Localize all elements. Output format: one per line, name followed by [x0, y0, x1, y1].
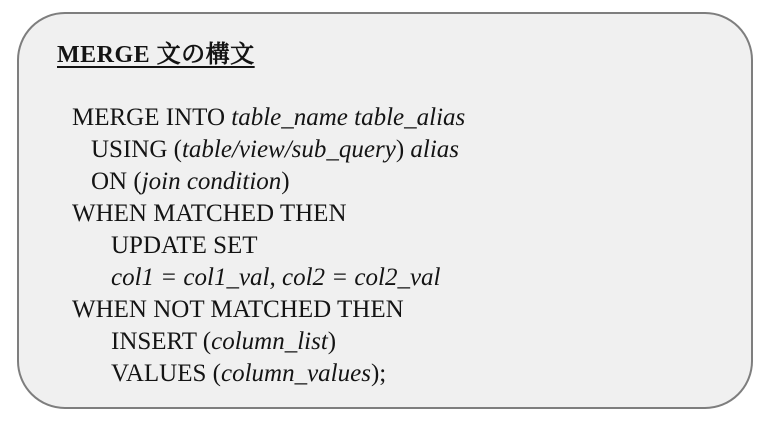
syntax-keyword: UPDATE SET [111, 232, 258, 259]
syntax-placeholder: table/view/sub_query [181, 136, 396, 163]
syntax-keyword: ) [281, 168, 290, 195]
merge-syntax-code-block [72, 102, 465, 390]
syntax-placeholder: column_values [220, 360, 371, 387]
syntax-placeholder: join condition [141, 168, 282, 195]
syntax-keyword: MERGE INTO [72, 104, 232, 131]
syntax-keyword: INSERT ( [111, 328, 212, 355]
syntax-keyword: ) [327, 328, 337, 355]
syntax-line [72, 166, 465, 198]
syntax-keyword: USING ( [91, 136, 182, 163]
syntax-keyword: ); [370, 360, 387, 387]
syntax-placeholder: alias [410, 136, 460, 163]
syntax-keyword: ) [395, 136, 411, 163]
syntax-placeholder: column_list [211, 328, 328, 355]
panel-title: MERGE 文の構文 [57, 42, 255, 68]
syntax-panel [17, 12, 753, 409]
syntax-line [72, 102, 465, 134]
syntax-line [72, 326, 465, 358]
syntax-keyword: ON ( [91, 168, 142, 195]
syntax-line [72, 198, 465, 230]
syntax-keyword: VALUES ( [111, 360, 221, 387]
syntax-line [72, 230, 465, 262]
syntax-placeholder: col1 = col1_val, col2 = col2_val [111, 264, 441, 291]
syntax-line [72, 358, 465, 390]
syntax-keyword: WHEN NOT MATCHED THEN [72, 296, 404, 323]
syntax-line [72, 294, 465, 326]
syntax-placeholder: table_name table_alias [231, 104, 466, 131]
syntax-keyword: WHEN MATCHED THEN [72, 200, 347, 227]
syntax-line [72, 262, 465, 294]
syntax-line [72, 134, 465, 166]
